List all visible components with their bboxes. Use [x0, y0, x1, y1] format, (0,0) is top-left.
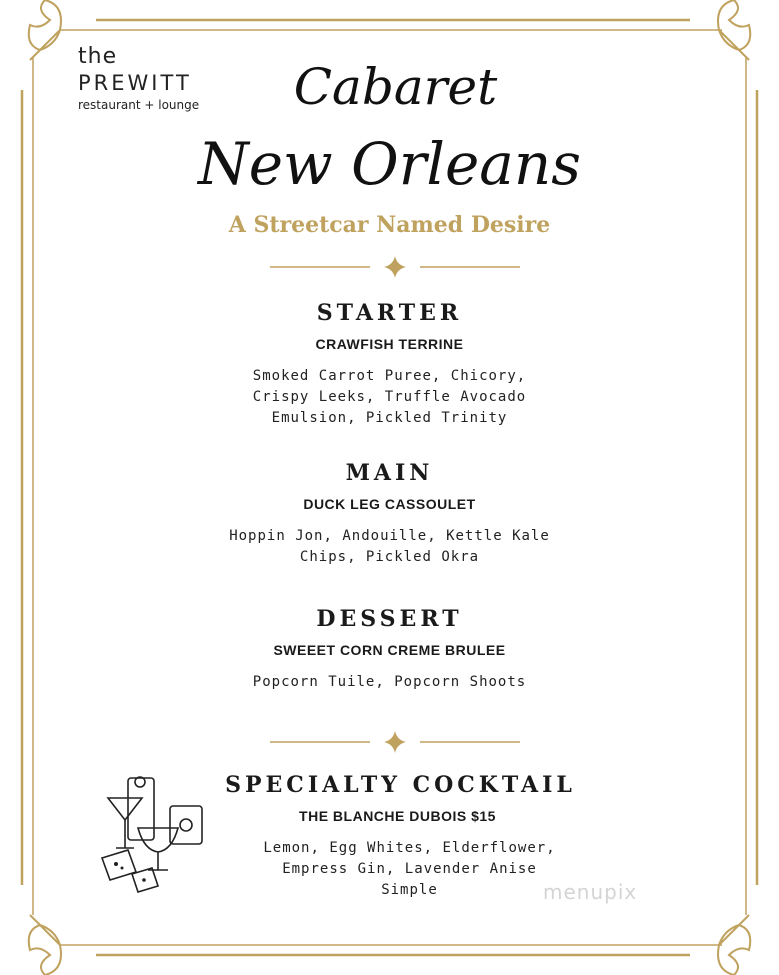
- section-specialty-cocktail: [0, 772, 779, 901]
- dish-description: [0, 366, 779, 429]
- dish-name: DUCK LEG CASSOULET: [303, 496, 476, 512]
- desc-line: Simple: [381, 882, 438, 898]
- diamond-star-icon: [270, 254, 520, 280]
- dish-description: [0, 672, 779, 693]
- dish-name: CRAWFISH TERRINE: [315, 336, 464, 352]
- logo-subtitle: restaurant + lounge: [78, 98, 200, 112]
- logo-the: the: [78, 44, 118, 69]
- desc-line: Empress Gin, Lavender Anise: [282, 861, 537, 877]
- watermark: menupix: [543, 880, 638, 904]
- section-title: DESSERT: [316, 606, 463, 632]
- desc-line: Crispy Leeks, Truffle Avocado: [252, 389, 527, 405]
- section-title: MAIN: [345, 460, 434, 486]
- desc-line: Chips, Pickled Okra: [299, 549, 480, 565]
- dish-description: [0, 526, 779, 568]
- section-starter: [0, 300, 779, 429]
- dish-name: THE BLANCHE DUBOIS $15: [299, 808, 496, 824]
- section-title: SPECIALTY COCKTAIL: [225, 772, 576, 798]
- desc-line: Lemon, Egg Whites, Elderflower,: [263, 840, 556, 856]
- dish-description: [40, 838, 779, 901]
- section-title: STARTER: [316, 300, 463, 326]
- logo-name: PREWITT: [78, 71, 192, 95]
- desc-line: Emulsion, Pickled Trinity: [271, 410, 508, 426]
- dish-name: SWEEET CORN CREME BRULEE: [273, 642, 506, 658]
- section-dessert: [0, 606, 779, 693]
- desc-line: Smoked Carrot Puree, Chicory,: [252, 368, 527, 384]
- diamond-star-icon: [270, 729, 520, 755]
- section-main: [0, 460, 779, 568]
- menu-title-line2: New Orleans: [197, 130, 581, 198]
- desc-line: Hoppin Jon, Andouille, Kettle Kale: [229, 528, 550, 544]
- menu-subtitle: A Streetcar Named Desire: [228, 212, 551, 238]
- menu-title-line1: Cabaret: [293, 58, 498, 116]
- desc-line: Popcorn Tuile, Popcorn Shoots: [252, 674, 527, 690]
